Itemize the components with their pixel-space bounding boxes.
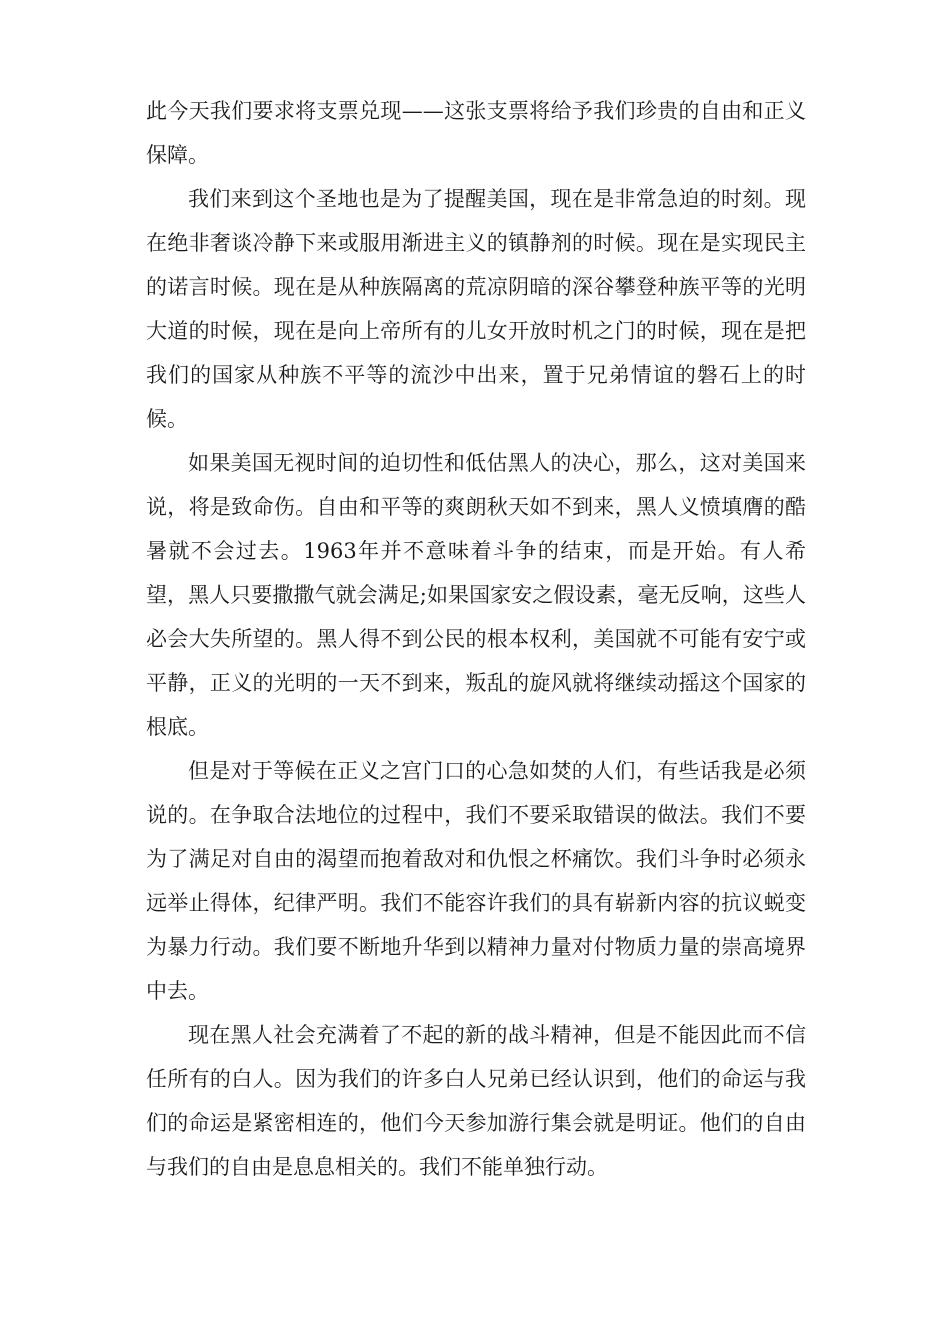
paragraph: 但是对于等候在正义之宫门口的心急如焚的人们，有些话我是必须说的。在争取合法地位的过程中，我们不要采取错误的做法。我们不要为了满足对自由的渴望而抱着敌对和仇恨之杯痛饮。我们斗争时必须永远举止得体，纪律严明。我们不能容许我们的具有崭新内容的抗议蜕变为暴力行动。我们要不断地升华到以精神力量对付物质力量的崇高境界中去。 — [146, 759, 806, 1003]
paragraph: 我们来到这个圣地也是为了提醒美国，现在是非常急迫的时刻。现在绝非奢谈冷静下来或服用渐进主义的镇静剂的时候。现在是实现民主的诺言时候。现在是从种族隔离的荒凉阴暗的深谷攀登种族平等的光明大道的时候，现在是向上帝所有的儿女开放时机之门的时候，现在是把我们的国家从种族不平等的流沙中出来，置于兄弟情谊的磐石上的时候。 — [146, 187, 806, 431]
document-body — [146, 89, 806, 1189]
paragraph-continuation: 此今天我们要求将支票兑现——这张支票将给予我们珍贵的自由和正义保障。 — [146, 99, 806, 167]
paragraph: 现在黑人社会充满着了不起的新的战斗精神，但是不能因此而不信任所有的白人。因为我们的许多白人兄弟已经认识到，他们的命运与我们的命运是紧密相连的，他们今天参加游行集会就是明证。他们的自由与我们的自由是息息相关的。我们不能单独行动。 — [146, 1023, 806, 1179]
paragraph: 如果美国无视时间的迫切性和低估黑人的决心，那么，这对美国来说，将是致命伤。自由和平等的爽朗秋天如不到来，黑人义愤填膺的酷暑就不会过去。1963年并不意味着斗争的结束，而是开始。有人希望，黑人只要撒撒气就会满足;如果国家安之假设素，毫无反响，这些人必会大失所望的。黑人得不到公民的根本权利，美国就不可能有安宁或平静，正义的光明的一天不到来，叛乱的旋风就将继续动摇这个国家的根底。 — [146, 451, 806, 739]
